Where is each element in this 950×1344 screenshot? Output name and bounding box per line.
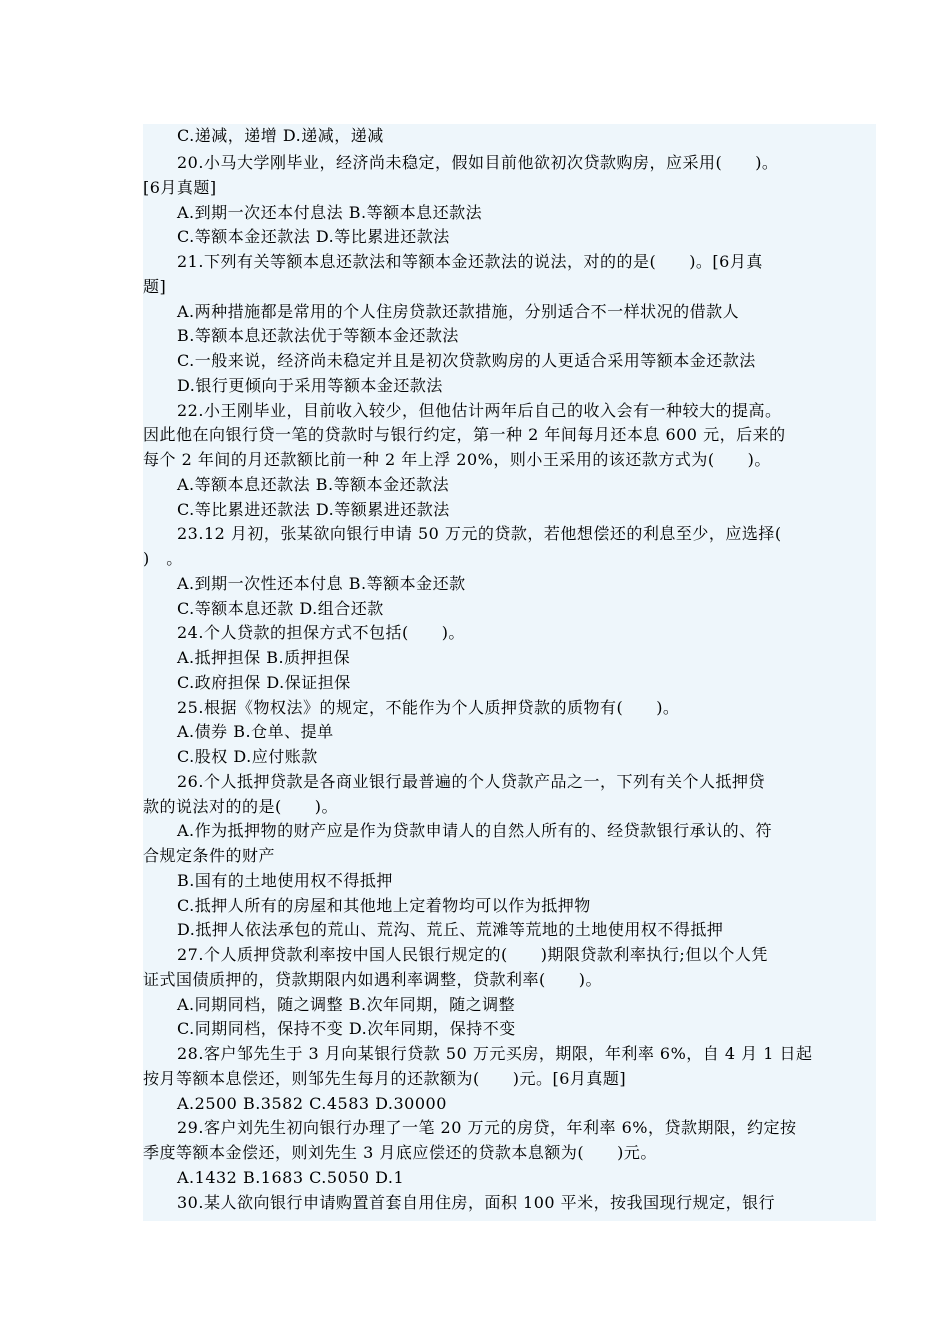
text-line: B.国有的土地使用权不得抵押 [177,870,393,890]
text-line: 因此他在向银行贷一笔的贷款时与银行约定，第一种 2 年间每月还本息 600 元，后来的 [143,425,786,445]
text-line: A.两种措施都是常用的个人住房贷款还款措施，分别适合不一样状况的借款人 [177,301,740,321]
text-line: 证式国债质押的，贷款期限内如遇利率调整，贷款利率( )。 [143,969,602,989]
text-line: 每个 2 年间的月还款额比前一种 2 年上浮 20%，则小王采用的该还款方式为( )。 [143,450,771,469]
question-29: 29.客户刘先生初向银行办理了一笔 20 万元的房贷，年利率 6%，贷款期限，约定按 [177,1118,797,1138]
question-20: 20.小马大学刚毕业，经济尚未稳定，假如目前他欲初次贷款购房，应采用( )。 [177,153,779,172]
question-30: 30.某人欲向银行申请购置首套自用住房，面积 100 平米，按我国现行规定，银行 [177,1192,776,1212]
question-22: 22.小王刚毕业，目前收入较少，但他估计两年后自己的收入会有一种较大的提高。 [177,400,782,420]
text-line: A.债券 B.仓单、提单 [177,722,334,742]
text-line: A.抵押担保 B.质押担保 [177,648,351,667]
text-line: A.到期一次性还本付息 B.等额本金还款 [177,573,466,593]
question-26: 26.个人抵押贷款是各商业银行最普遍的个人贷款产品之一，下列有关个人抵押贷 [177,771,765,791]
text-line: C.等额本息还款 D.组合还款 [177,598,384,618]
question-25: 25.根据《物权法》的规定，不能作为个人质押贷款的质物有( )。 [177,697,680,717]
text-line: B.等额本息还款法优于等额本金还款法 [177,326,459,346]
question-24: 24.个人贷款的担保方式不包括( )。 [177,623,465,643]
text-line: C.等比累进还款法 D.等额累进还款法 [177,499,450,519]
text-line: ) 。 [143,549,183,568]
text-line: D.抵押人依法承包的荒山、荒沟、荒丘、荒滩等荒地的土地使用权不得抵押 [177,920,724,940]
text-line: C.政府担保 D.保证担保 [177,672,351,692]
text-line: A.同期同档，随之调整 B.次年同期，随之调整 [177,994,516,1014]
text-line: 按月等额本息偿还，则邹先生每月的还款额为( )元。[6月真题] [143,1068,627,1088]
text-line: A.到期一次还本付息法 B.等额本息还款法 [177,202,483,222]
text-line: 题] [143,276,167,296]
question-23: 23.12 月初，张某欲向银行申请 50 万元的贷款，若他想偿还的利息至少，应选择( [177,524,782,544]
text-line: C.等额本金还款法 D.等比累进还款法 [177,227,450,247]
text-line: D.银行更倾向于采用等额本金还款法 [177,375,443,395]
text-line: C.抵押人所有的房屋和其他地上定着物均可以作为抵押物 [177,895,591,915]
document-text-area [143,124,876,1221]
text-line: A.等额本息还款法 B.等额本金还款法 [177,474,450,494]
text-line: A.2500 B.3582 C.4583 D.30000 [177,1093,447,1113]
text-line: 季度等额本金偿还，则刘先生 3 月底应偿还的贷款本息额为( )元。 [143,1143,657,1162]
text-line: [6月真题] [143,177,217,197]
question-27: 27.个人质押贷款利率按中国人民银行规定的( )期限贷款利率执行;但以个人凭 [177,945,768,964]
text-line: A.作为抵押物的财产应是作为贷款申请人的自然人所有的、经贷款银行承认的、符 [177,821,773,841]
text-line: C.一般来说，经济尚未稳定并且是初次贷款购房的人更适合采用等额本金还款法 [177,351,756,370]
question-28: 28.客户邹先生于 3 月向某银行贷款 50 万元买房，期限，年利率 6%，自 4 月 1 日起 [177,1044,813,1063]
text-line: C.递减，递增 D.递减，递减 [177,126,384,145]
text-line: C.同期同档，保持不变 D.次年同期，保持不变 [177,1019,516,1039]
text-line: A.1432 B.1683 C.5050 D.1 [177,1167,405,1187]
text-line: C.股权 D.应付账款 [177,747,318,766]
text-line: 款的说法对的的是( )。 [143,796,338,816]
text-line: 合规定条件的财产 [143,846,276,865]
question-21: 21.下列有关等额本息还款法和等额本金还款法的说法，对的的是( )。[6月真 [177,252,763,271]
